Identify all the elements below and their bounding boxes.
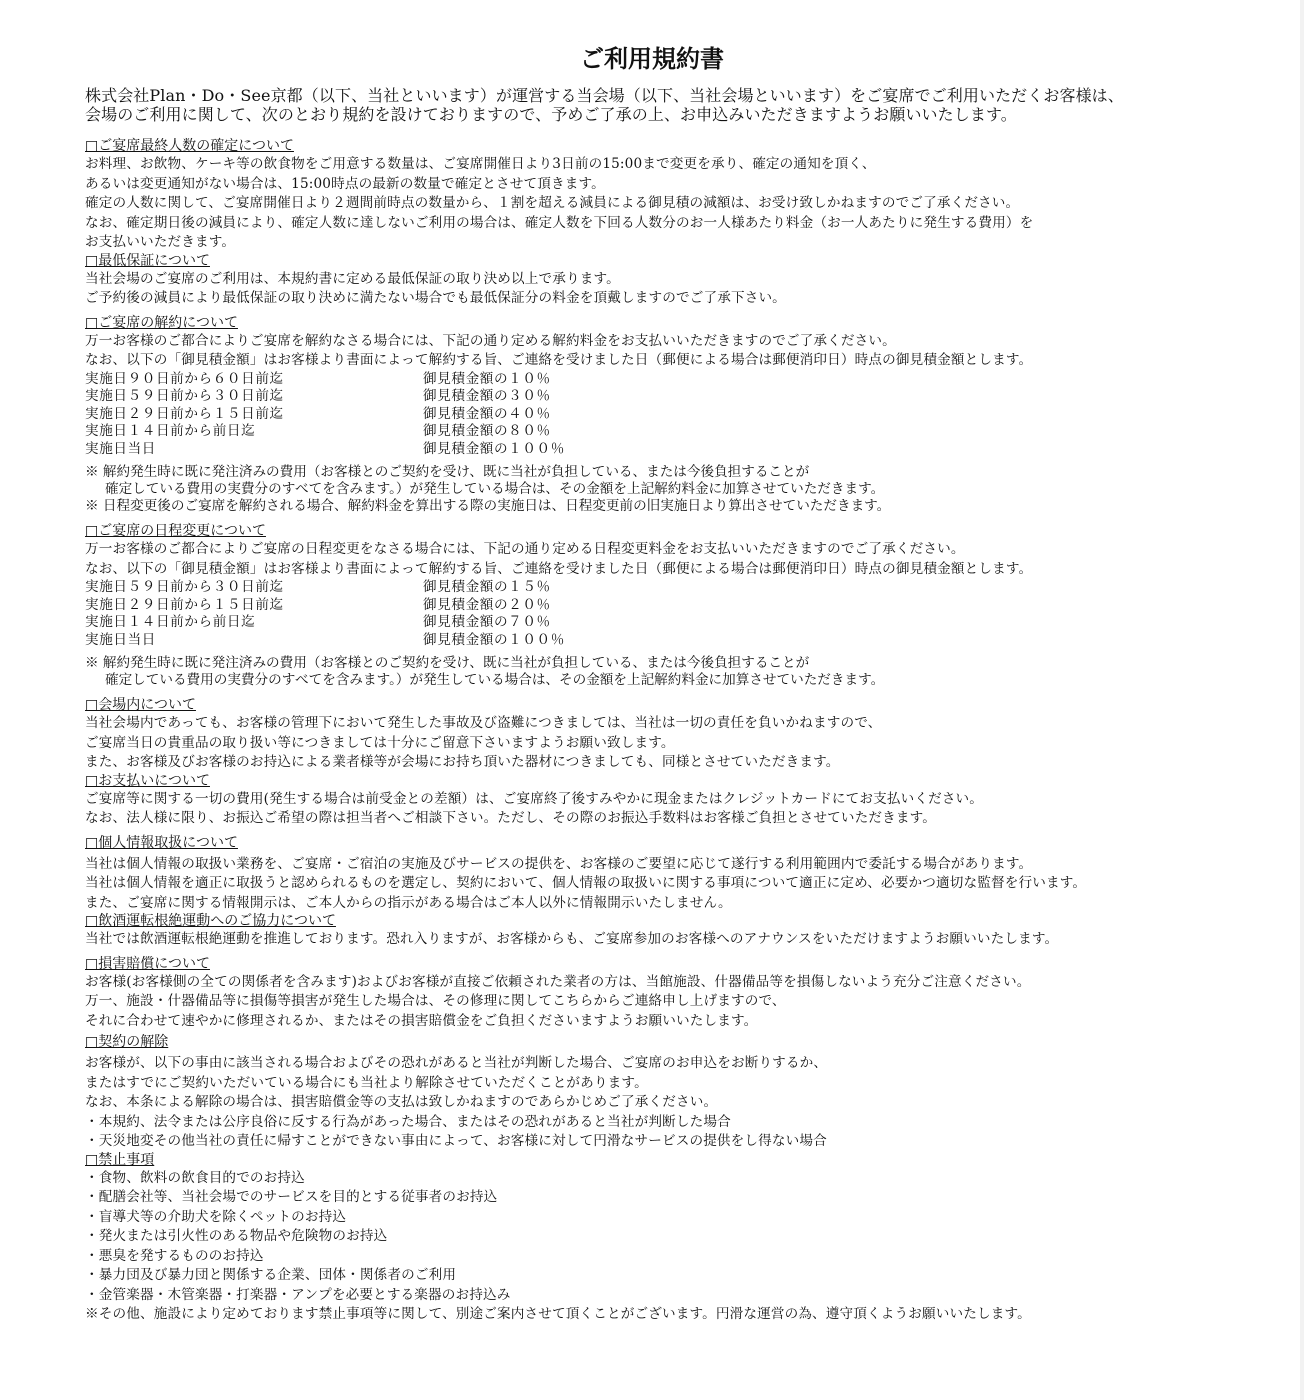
text-line: なお、以下の「御見積金額」はお客様より書面によって解約する旨、ご連絡を受けました日（郵便による場合は郵便消印日）時点の御見積金額とします。 [85,560,1033,577]
fee-period: 実施日５９日前から３０日前迄 [85,388,284,404]
intro-line: 株式会社Plan・Do・See京都（以下、当社といいます）が運営する当会場（以下、当社会場といいます）をご宴席でご利用いただくお客様は、 [85,86,1124,105]
section-heading: □お支払いについて [85,772,210,789]
cancellation-fee-table [85,371,1295,459]
list-item: ・天災地変その他当社の責任に帰すことができない事由によって、お客様に対して円滑なサービスの提供をし得ない場合 [85,1133,827,1149]
text-line: またはすでにご契約いただいている場合にも当社より解除させていただくことがあります。 [85,1074,648,1091]
text-line: なお、以下の「御見積金額」はお客様より書面によって解約する旨、ご連絡を受けました日（郵便による場合は郵便消印日）時点の御見積金額とします。 [85,352,1033,368]
fee-amount: 御見積金額の１５％ [423,579,551,595]
terms-document [85,40,1295,1325]
text-line: 当社会場内であっても、お客様の管理下において発生した事故及び盗難につきましては、当社は一切の責任を負いかねますので、 [85,715,882,731]
text-line: お料理、お飲物、ケーキ等の飲食物をご用意する数量は、ご宴席開催日より3日前の15:00まで変更を承り、確定の通知を頂く、 [85,156,876,172]
text-line: 万一お客様のご都合によりご宴席を解約なさる場合には、下記の通り定める解約料金をお支払いいただきますのでご了承ください。 [85,332,896,349]
list-item: ・本規約、法令または公序良俗に反する行為があった場合、またはその恐れがあると当社が判断した場合 [85,1113,731,1130]
note-line: ※ 解約発生時に既に発注済みの費用（お客様とのご契約を受け、既に当社が負担している、または今後負担することが [85,655,810,671]
fee-period: 実施日９０日前から６０日前迄 [85,370,284,387]
text-line: ご宴席等に関する一切の費用(発生する場合は前受金との差額）は、ご宴席終了後すみやかに現金またはクレジットカードにてお支払いください。 [85,790,984,807]
text-line: 当社は個人情報を適正に取扱うと認められるものを選定し、契約において、個人情報の取扱いに関する事項について適正に定め、必要かつ適切な監督を行います。 [85,875,1087,891]
intro-paragraph [85,86,1295,124]
note-line: 確定している費用の実費分のすべてを含みます。）が発生している場合は、その金額を上記解約料金に加算させていただきます。 [105,672,885,688]
text-line: なお、確定期日後の減員により、確定人数に達しないご利用の場合は、確定人数を下回る人数分のお一人様あたり料金（お一人あたりに発生する費用）を [85,214,1034,231]
fee-amount: 御見積金額の４０％ [423,405,551,422]
fee-row [85,632,1295,650]
text-line: ご宴席当日の貴重品の取り扱い等につきましては十分にご留意下さいますようお願い致します。 [85,734,675,751]
text-line: ご予約後の減員により最低保証の取り決めに満たない場合でも最低保証分の料金を頂戴しますのでご了承下さい。 [85,290,786,306]
section-privacy [85,835,1295,914]
section-minimum-guarantee [85,253,1295,309]
fee-period: 実施日当日 [85,631,156,648]
fee-row [85,579,1295,597]
text-line: それに合わせて速やかに修理されるか、またはその損害賠償金をご負担くださいますようお願いいたします。 [85,1012,758,1029]
list-item: ・配膳会社等、当社会場でのサービスを目的とする従事者のお持込 [85,1189,498,1205]
text-line: 万一お客様のご都合によりご宴席の日程変更をなさる場合には、下記の通り定める日程変更料金をお支払いいただきますのでご了承ください。 [85,541,965,557]
section-prohibited [85,1152,1295,1325]
text-line: あるいは変更通知がない場合は、15:00時点の最新の数量で確定とさせて頂きます。 [85,175,605,192]
fee-row [85,441,1295,459]
list-item: ・金管楽器・木管楽器・打楽器・アンプを必要とする楽器のお持込み [85,1286,511,1303]
text-line: 当社会場のご宴席のご利用は、本規約書に定める最低保証の取り決め以上で承ります。 [85,270,620,287]
list-item: ・発火または引火性のある物品や危険物のお持込 [85,1228,388,1244]
fee-row [85,371,1295,389]
section-heading: □損害賠償について [85,955,210,972]
fee-row [85,614,1295,632]
section-heading: □ご宴席最終人数の確定について [85,138,294,154]
fee-period: 実施日５９日前から３０日前迄 [85,579,284,595]
section-heading: □ご宴席の解約について [85,314,238,331]
fee-amount: 御見積金額の１０％ [423,370,551,387]
page-title: ご利用規約書 [580,45,724,73]
note-line: 確定している費用の実費分のすべてを含みます。）が発生している場合は、その金額を上記解約料金に加算させていただきます。 [105,481,885,497]
section-heading: □個人情報取扱について [85,834,238,851]
intro-line: 会場のご利用に関して、次のとおり規約を設けておりますので、予めご了承の上、お申込みいただきますようお願いいたします。 [85,105,1017,124]
fee-amount: 御見積金額の２０％ [423,596,551,613]
date-change-fee-table [85,579,1295,649]
note-line: ※ 解約発生時に既に発注済みの費用（お客様とのご契約を受け、既に当社が負担している、または今後負担することが [85,464,810,480]
text-line: なお、法人様に限り、お振込ご希望の際は担当者へご相談下さい。ただし、その際のお振込手数料はお客様ご負担とさせていただきます。 [85,810,937,826]
section-date-change [85,523,1295,689]
text-line: また、お客様及びお客様のお持込による業者様等が会場にお持ち頂いた器材につきましても、同様とさせていただきます。 [85,754,840,770]
text-line: 当社は個人情報の取扱い業務を、ご宴席・ご宿泊の実施及びサービスの提供を、お客様のご要望に応じて遂行する利用範囲内で委託する場合があります。 [85,855,1033,872]
section-final-count [85,138,1295,253]
fee-period: 実施日当日 [85,440,156,457]
text-line: また、ご宴席に関する情報開示は、ご本人からの指示がある場合はご本人以外に情報開示いたしません。 [85,894,732,911]
list-item: ・盲導犬等の介助犬を除くペットのお持込 [85,1208,347,1225]
text-line: 万一、施設・什器備品等に損傷等損害が発生した場合は、その修理に関してこちらからご連絡申し上げますので、 [85,993,786,1009]
fee-period: 実施日２９日前から１５日前迄 [85,596,284,613]
list-item: ・食物、飲料の飲食目的でのお持込 [85,1169,305,1186]
text-line: ※その他、施設により定めております禁止事項等に関して、別途ご案内させて頂くことがございます。円滑な運営の為、遵守頂くようお願いいたします。 [85,1306,1031,1322]
fee-row [85,597,1295,615]
fee-period: 実施日２９日前から１５日前迄 [85,405,284,422]
section-cancellation [85,315,1295,516]
fee-amount: 御見積金額の３０％ [423,388,551,404]
section-drunk-driving [85,913,1295,950]
fee-row [85,388,1295,406]
section-heading: □会場内について [85,697,196,713]
section-heading: □ご宴席の日程変更について [85,523,266,539]
section-heading: □飲酒運転根絶運動へのご協力について [85,913,336,929]
section-venue [85,697,1295,773]
section-heading: □契約の解除 [85,1034,169,1050]
fee-amount: 御見積金額の７０％ [423,614,551,630]
list-item: ・悪臭を発するもののお持込 [85,1247,264,1264]
text-line: お客様(お客様側の全ての関係者を含みます)およびお客様が直接ご依頼された業者の方は、当館施設、什器備品等を損傷しないよう充分ご注意ください。 [85,973,1031,990]
scrollbar[interactable] [1300,0,1304,1400]
text-line: 確定の人数に関して、ご宴席開催日より２週間前時点の数量から、１割を超える減員による御見積の減額は、お受け致しかねますのでご了承ください。 [85,195,1020,211]
section-heading: □禁止事項 [85,1151,155,1168]
section-payment [85,773,1295,829]
fee-amount: 御見積金額の１００％ [423,440,565,457]
text-line: お支払いいただきます。 [85,234,236,250]
fee-amount: 御見積金額の８０％ [423,423,551,439]
fee-row [85,406,1295,424]
note-line: ※ 日程変更後のご宴席を解約される場合、解約料金を算出する際の実施日は、日程変更前の旧実施日より算出させていただきます。 [85,498,891,514]
text-line: 当社では飲酒運転根絶運動を推進しております。恐れ入りますが、お客様からも、ご宴席参加のお客様へのアナウンスをいただけますようお願いいたします。 [85,931,1059,947]
list-item: ・暴力団及び暴力団と関係する企業、団体・関係者のご利用 [85,1267,457,1283]
fee-row [85,423,1295,441]
section-termination [85,1034,1295,1152]
section-heading: □最低保証について [85,252,210,269]
fee-amount: 御見積金額の１００％ [423,631,565,648]
fee-period: 実施日１４日前から前日迄 [85,423,256,439]
text-line: なお、本条による解除の場合は、損害賠償金等の支払は致しかねますのであらかじめご了承ください。 [85,1094,718,1110]
fee-period: 実施日１４日前から前日迄 [85,614,256,630]
section-damages [85,956,1295,1032]
text-line: お客様が、以下の事由に該当される場合およびその恐れがあると当社が判断した場合、ご宴席のお申込をお断りするか、 [85,1055,828,1071]
